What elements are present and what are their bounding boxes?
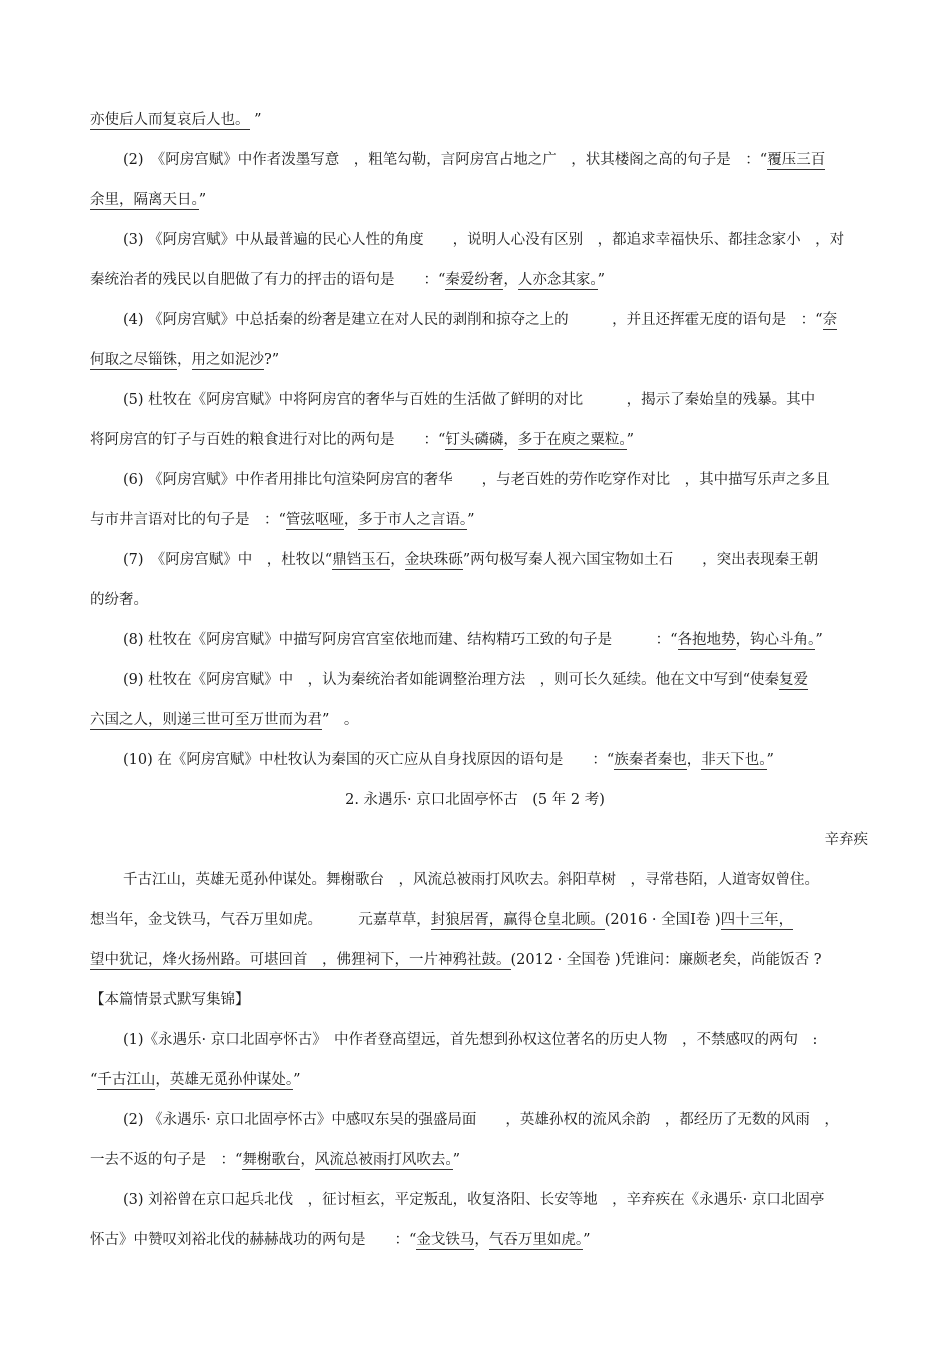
question-6: (6) 《阿房宫赋》中作者用排比句渲染阿房宫的奢华 ，与老百姓的劳作吃穿作对比 ，其中描写乐声之多且 <box>123 472 830 488</box>
poem-line-2: 想当年，金戈铁马，气吞万里如虎。 元嘉草草，封狼居胥，赢得仓皇北顾。(2016 · 全国Ⅰ卷 )四十三年， <box>90 912 794 928</box>
answer-blank: 族秦者秦也 <box>614 752 687 768</box>
answer-blank: 风流总被雨打风吹去。 <box>314 1152 453 1168</box>
answer-blank: 六国之人，则递三世可至万世而为君 <box>90 712 322 728</box>
answer-blank: 余里，隔离天日。 <box>90 192 199 208</box>
answer-blank: 亦使后人而复哀后人也。 <box>90 112 250 128</box>
poem-author: 辛弃疾 <box>824 832 868 848</box>
question-4: (4) 《阿房宫赋》中总括秦的纷奢是建立在对人民的剥削和掠夺之上的 ，并且还挥霍无度的语句是 ：“奈 <box>123 312 838 328</box>
answer-blank: 多于市人之言语。 <box>358 512 468 528</box>
question-10: (10) 在《阿房宫赋》中杜牧认为秦国的灭亡应从自身找原因的语句是 ：“族秦者秦也，非天下也。” <box>123 752 774 768</box>
poem-question-1: (1)《永遇乐· 京口北固亭怀古》 中作者登高望远，首先想到孙权这位著名的历史人物 ，不禁感叹的两句 : <box>123 1032 818 1048</box>
answer-blank: 复爱 <box>779 672 809 688</box>
answer-blank: 秦爱纷奢 <box>445 272 504 288</box>
question-5-cont: 将阿房宫的钉子与百姓的粮食进行对比的两句是 ：“钉头磷磷，多于在庾之粟粒。” <box>90 432 635 448</box>
answer-blank: 管弦呕哑 <box>285 512 344 528</box>
answer-blank: 用之如泥沙 <box>191 352 264 368</box>
question-3-cont: 秦统治者的残民以自肥做了有力的抨击的语句是 ：“秦爱纷奢，人亦念其家。” <box>90 272 606 288</box>
section-heading: 2. 永遇乐· 京口北固亭怀古 (5 年 2 考) <box>345 792 605 808</box>
question-8: (8) 杜牧在《阿房宫赋》中描写阿房宫宫室依地而建、结构精巧工致的句子是 ：“各抱地势，钩心斗角。” <box>123 632 823 648</box>
question-2-cont: 余里，隔离天日。” <box>90 192 207 208</box>
answer-blank: 四十三年， <box>720 912 794 928</box>
question-4-cont: 何取之尽锱铢，用之如泥沙?” <box>90 352 280 368</box>
answer-blank: 封狼居胥，赢得仓皇北顾。 <box>430 912 605 928</box>
poem-question-3: (3) 刘裕曾在京口起兵北伐 ，征讨桓玄，平定叛乱，收复洛阳、长安等地 ，辛弃疾在《永遇乐· 京口北固亭 <box>123 1192 825 1208</box>
answer-blank: 舞榭歌台 <box>242 1152 301 1168</box>
answer-blank: 金块珠砾 <box>404 552 463 568</box>
answer-blank: 多于在庾之粟粒。 <box>517 432 627 448</box>
question-7-cont: 的纷奢。 <box>90 592 148 608</box>
answer-blank: 人亦念其家。 <box>517 272 598 288</box>
line-1: 亦使后人而复哀后人也。 ” <box>90 112 262 128</box>
poem-line-1: 千古江山，英雄无觅孙仲谋处。舞榭歌台 ，风流总被雨打风吹去。斜阳草树 ，寻常巷陌，人道寄奴曾住。 <box>123 872 819 888</box>
answer-blank: 气吞万里如虎。 <box>488 1232 584 1248</box>
answer-blank: 钉头磷磷 <box>445 432 504 448</box>
answer-blank: 钩心斗角。 <box>750 632 816 648</box>
poem-line-3: 望中犹记，烽火扬州路。可堪回首 ，佛狸祠下，一片神鸦社鼓。(2012 · 全国卷 )凭谁问：廉颇老矣，尚能饭否 ? <box>90 952 822 968</box>
poem-question-1-cont: “千古江山，英雄无觅孙仲谋处。” <box>90 1072 301 1088</box>
question-5: (5) 杜牧在《阿房宫赋》中将阿房宫的奢华与百姓的生活做了鲜明的对比 ，揭示了秦始皇的残暴。其中 <box>123 392 816 408</box>
answer-blank: 非天下也。 <box>701 752 767 768</box>
poem-question-2: (2) 《永遇乐· 京口北固亭怀古》中感叹东吴的强盛局面 ，英雄孙权的流风余韵 ，都经历了无数的风雨 ， <box>123 1112 839 1128</box>
answer-blank: 各抱地势 <box>677 632 736 648</box>
answer-blank: 何取之尽锱铢 <box>90 352 177 368</box>
answer-blank: 望中犹记，烽火扬州路。可堪回首 ，佛狸祠下，一片神鸦社鼓。 <box>90 952 511 968</box>
answer-blank: 金戈铁马 <box>416 1232 475 1248</box>
poem-question-3-cont: 怀古》中赞叹刘裕北伐的赫赫战功的两句是 ：“金戈铁马，气吞万里如虎。” <box>90 1232 591 1248</box>
question-3: (3) 《阿房宫赋》中从最普遍的民心人性的角度 ，说明人心没有区别 ，都追求幸福快乐、都挂念家小 ，对 <box>123 232 845 248</box>
subsection-heading: 【本篇情景式默写集锦】 <box>90 992 250 1008</box>
answer-blank: 覆压三百 <box>767 152 826 168</box>
question-7: (7) 《阿房宫赋》中 ，杜牧以“鼎铛玉石，金块珠砾”两句极写秦人视六国宝物如土石 ，突出表现秦王朝 <box>123 552 819 568</box>
answer-blank: 英雄无觅孙仲谋处。 <box>169 1072 294 1088</box>
poem-question-2-cont: 一去不返的句子是 ：“舞榭歌台，风流总被雨打风吹去。” <box>90 1152 461 1168</box>
answer-blank: 鼎铛玉石 <box>332 552 391 568</box>
answer-blank: 奈 <box>822 312 838 328</box>
answer-blank: 千古江山 <box>97 1072 156 1088</box>
question-9-cont: 六国之人，则递三世可至万世而为君” 。 <box>90 712 359 728</box>
question-2: (2) 《阿房宫赋》中作者泼墨写意 ，粗笔勾勒，言阿房宫占地之广 ，状其楼阁之高的句子是 ：“覆压三百 <box>123 152 826 168</box>
question-9: (9) 杜牧在《阿房宫赋》中 ，认为秦统治者如能调整治理方法 ，则可长久延续。他在文中写到“使秦复爱 <box>123 672 809 688</box>
question-6-cont: 与市井言语对比的句子是 ：“管弦呕哑，多于市人之言语。” <box>90 512 475 528</box>
